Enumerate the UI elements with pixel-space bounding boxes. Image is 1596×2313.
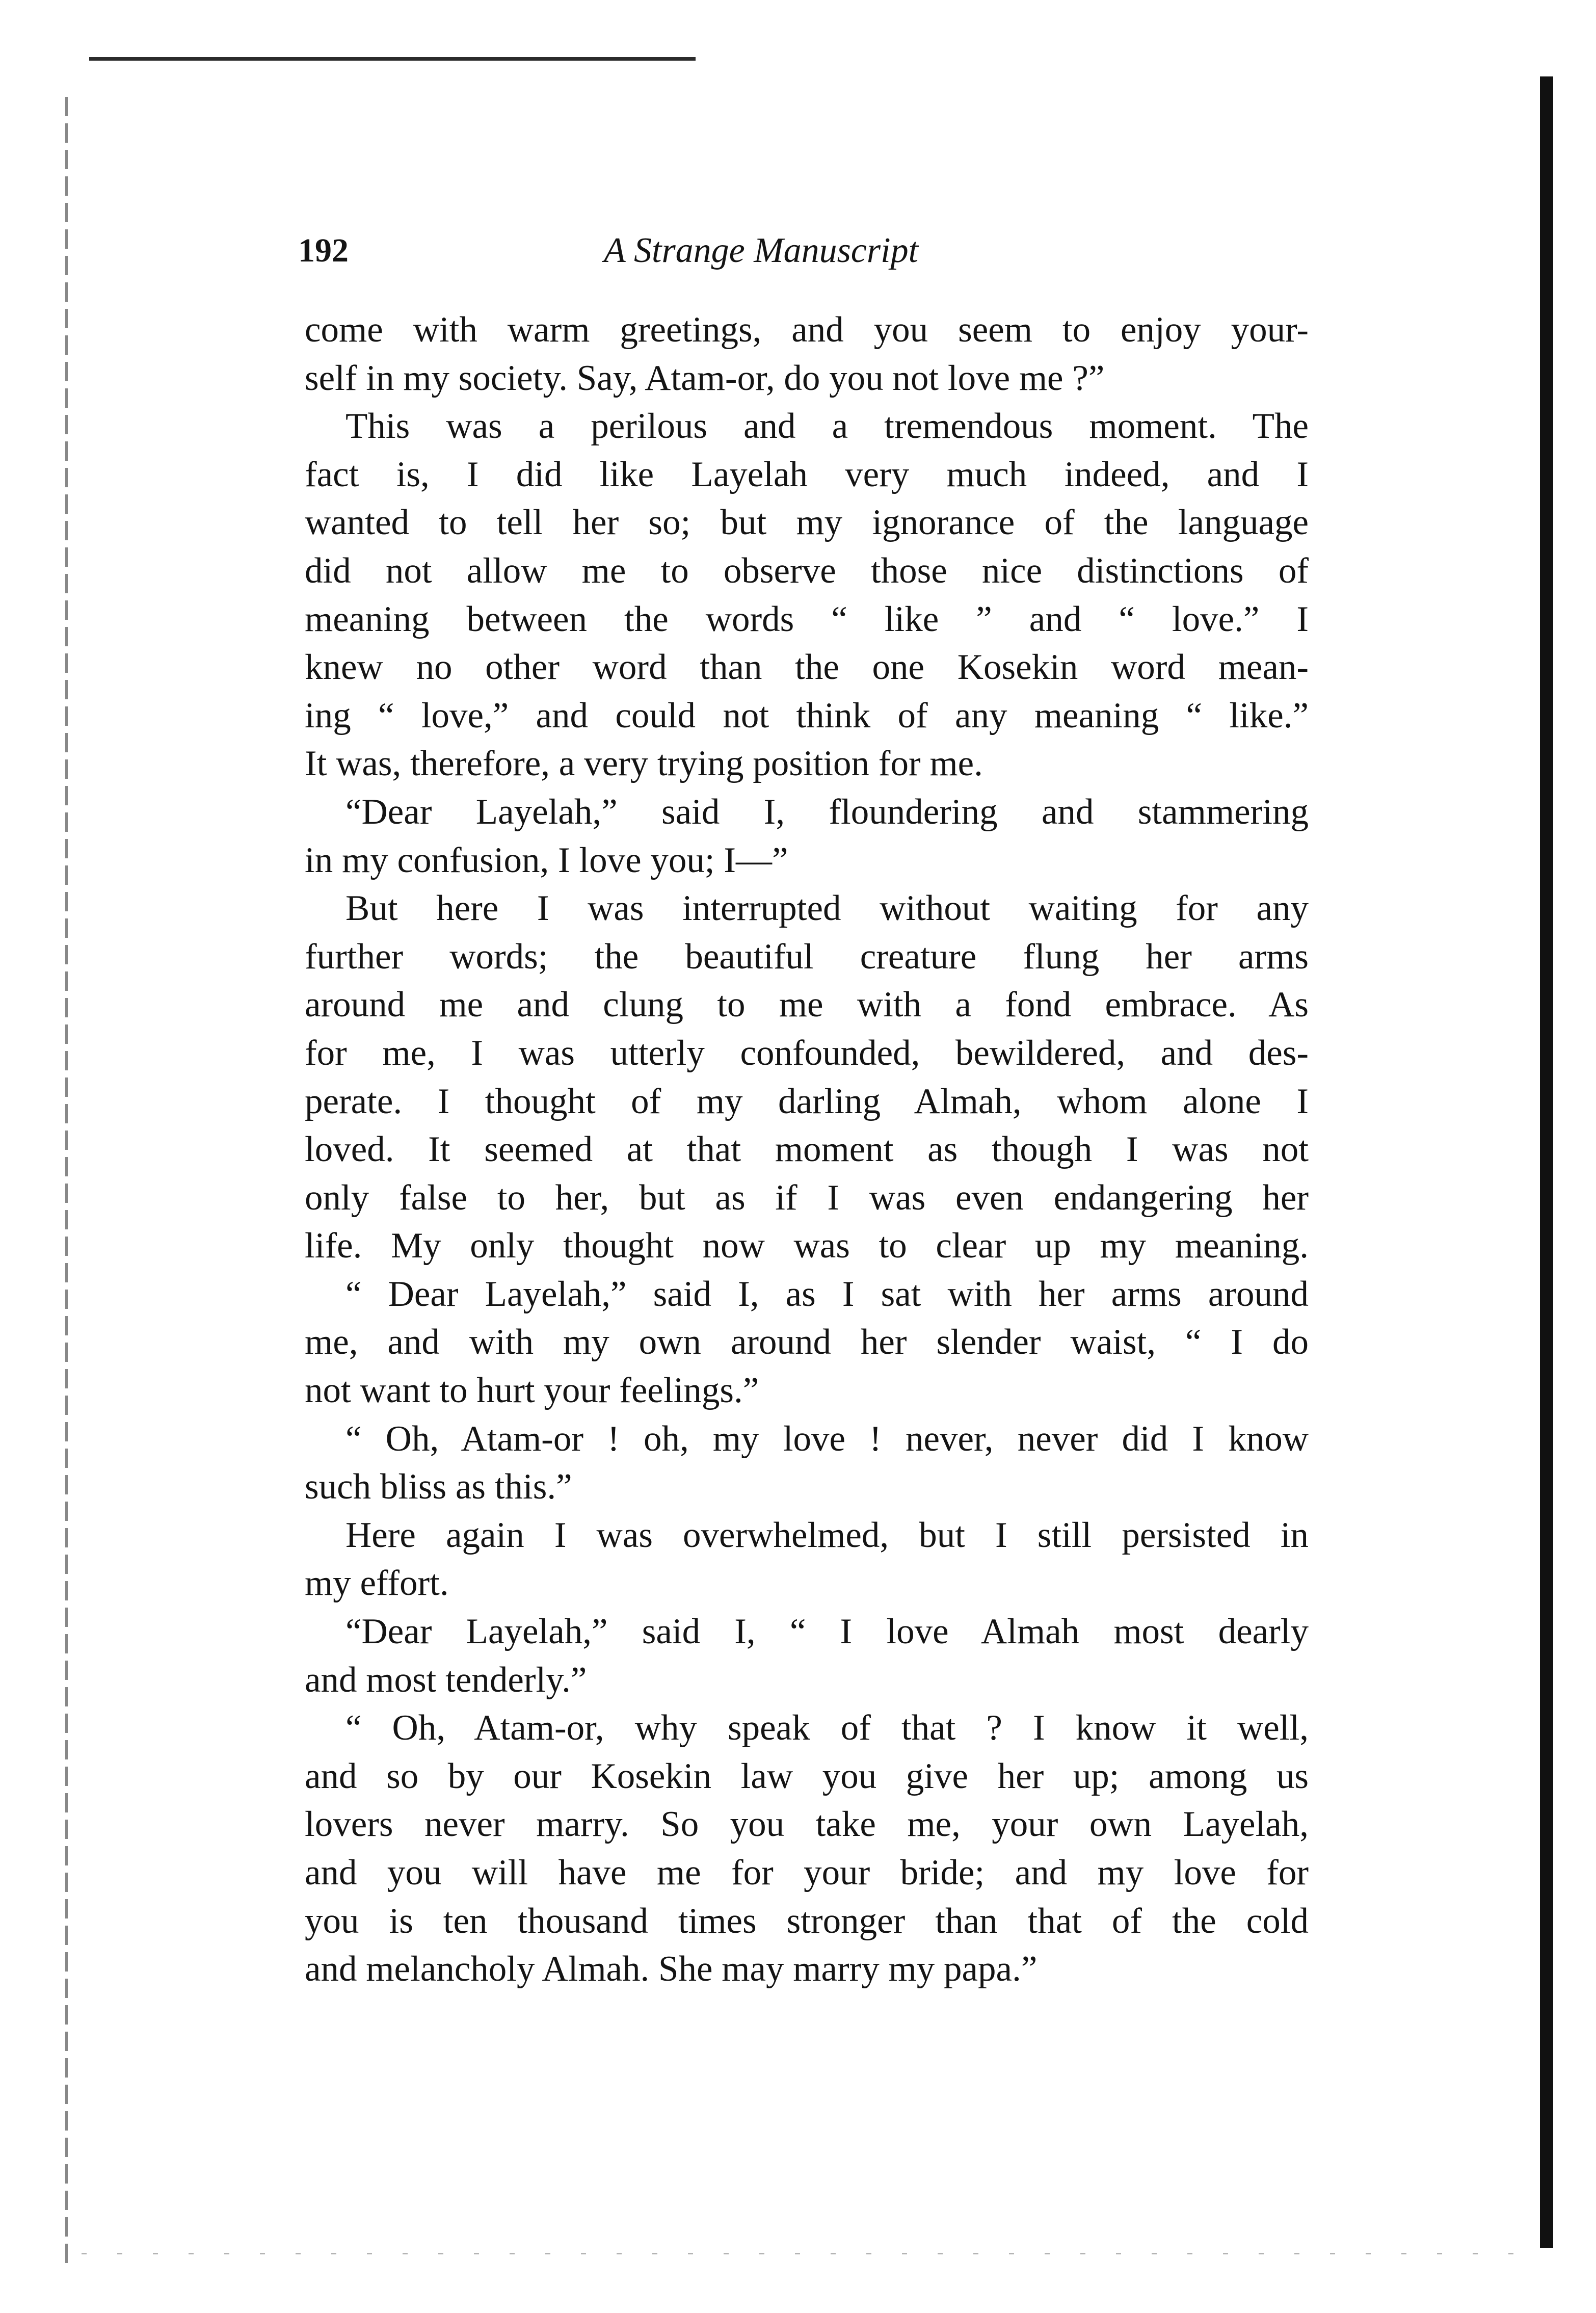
text-line: my effort.: [305, 1563, 449, 1604]
text-line: wanted to tell her so; but my ignorance of the language: [305, 503, 1309, 543]
text-line: “ Oh, Atam-or, why speak of that ? I know it well,: [345, 1708, 1309, 1748]
text-line: only false to her, but as if I was even endangering her: [305, 1177, 1309, 1218]
text-line: perate. I thought of my darling Almah, whom alone I: [305, 1081, 1309, 1121]
bottom-margin-rule: [82, 2253, 1524, 2254]
text-line: “ Dear Layelah,” said I, as I sat with her arms around: [345, 1274, 1309, 1314]
text-line: me, and with my own around her slender waist, “ I do: [305, 1322, 1309, 1362]
text-line: and melancholy Almah. She may marry my papa.”: [305, 1949, 1038, 1989]
left-margin-rule: [65, 97, 68, 2263]
text-line: self in my society. Say, Atam-or, do you not love me ?”: [305, 358, 1105, 398]
text-line: and so by our Kosekin law you give her up; among us: [305, 1756, 1309, 1796]
text-line: not want to hurt your feelings.”: [305, 1371, 759, 1411]
text-line: further words; the beautiful creature flung her arms: [305, 936, 1309, 977]
text-line: you is ten thousand times stronger than that of the cold: [305, 1901, 1309, 1941]
text-line: did not allow me to observe those nice distinctions of: [305, 550, 1309, 591]
text-line: in my confusion, I love you; I—”: [305, 840, 788, 880]
page-header: [298, 223, 1284, 279]
text-line: come with warm greetings, and you seem to enjoy your-: [305, 310, 1309, 350]
text-line: This was a perilous and a tremendous moment. The: [345, 406, 1309, 446]
text-line: meaning between the words “ like ” and “ love.” I: [305, 599, 1309, 639]
text-line: around me and clung to me with a fond embrace. As: [305, 985, 1309, 1025]
text-line: ing “ love,” and could not think of any meaning “ like.”: [305, 695, 1309, 735]
top-rule: [89, 57, 696, 61]
text-line: and you will have me for your bride; and my love for: [305, 1853, 1309, 1893]
text-line: loved. It seemed at that moment as though I was not: [305, 1129, 1309, 1170]
text-line: knew no other word than the one Kosekin word mean-: [305, 647, 1309, 688]
binding-spine: [1540, 76, 1553, 2248]
text-line: “Dear Layelah,” said I, floundering and stammering: [345, 792, 1309, 832]
text-line: fact is, I did like Layelah very much indeed, and I: [305, 454, 1309, 494]
text-line: for me, I was utterly confounded, bewildered, and des-: [305, 1033, 1309, 1073]
text-line: But here I was interrupted without waiting for any: [345, 888, 1309, 929]
text-line: such bliss as this.”: [305, 1467, 572, 1507]
text-line: lovers never marry. So you take me, your own Layelah,: [305, 1804, 1309, 1845]
text-line: Here again I was overwhelmed, but I still persisted in: [345, 1515, 1309, 1555]
text-line: life. My only thought now was to clear up my meaning.: [305, 1226, 1309, 1266]
text-line: “Dear Layelah,” said I, “ I love Almah most dearly: [345, 1612, 1309, 1652]
text-line: It was, therefore, a very trying position for me.: [305, 744, 983, 784]
page-number: 192: [298, 232, 349, 269]
text-line: and most tenderly.”: [305, 1660, 587, 1700]
text-line: “ Oh, Atam-or ! oh, my love ! never, never did I know: [345, 1418, 1309, 1459]
body-text: [305, 306, 1309, 1993]
running-title: A Strange Manuscript: [604, 231, 919, 270]
